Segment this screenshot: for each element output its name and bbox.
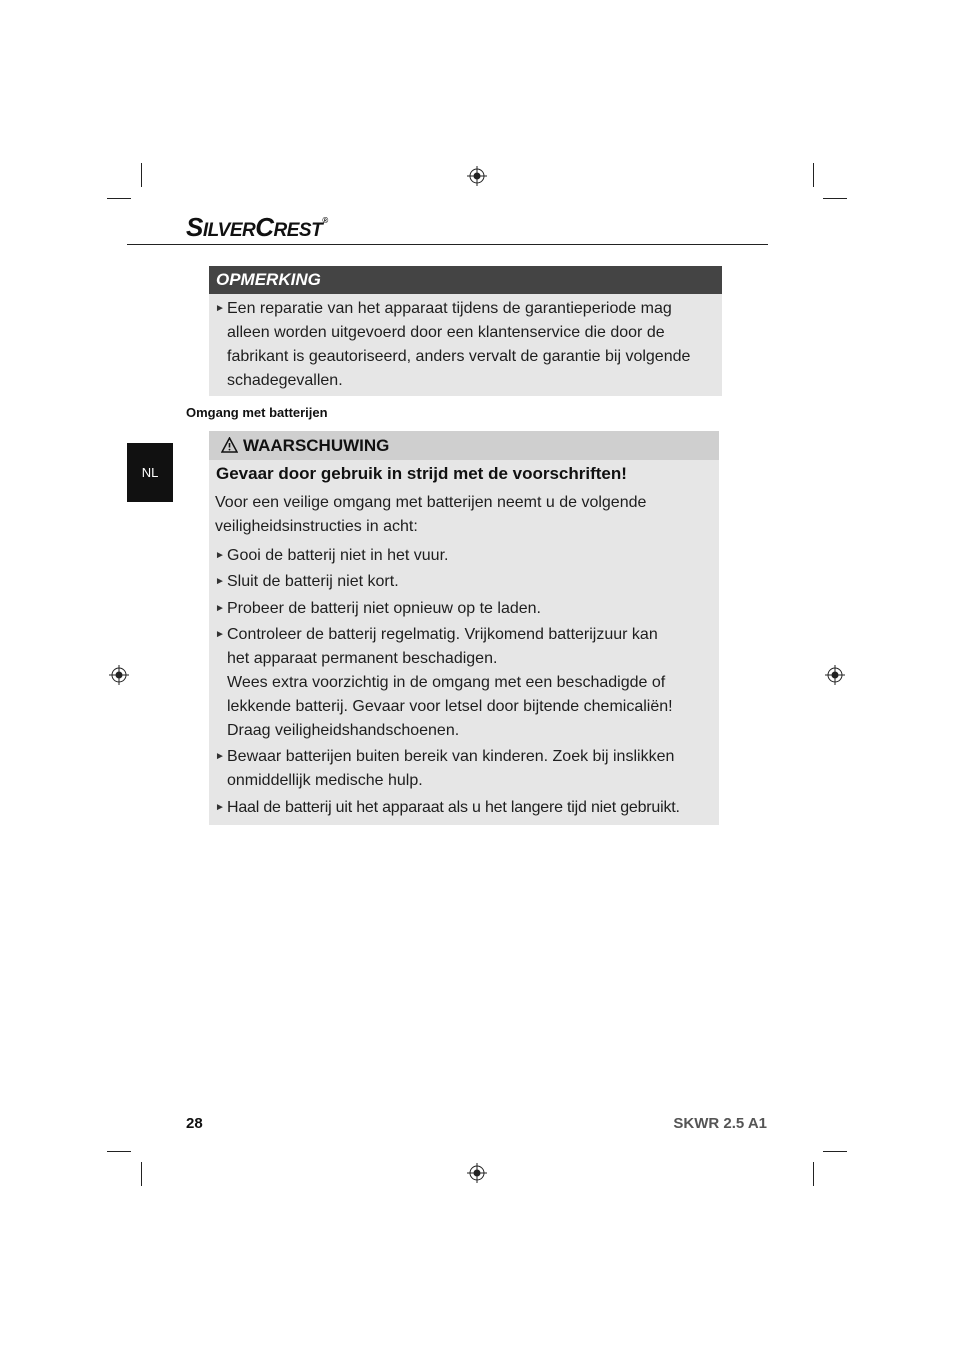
bullet-arrow-icon: ► xyxy=(215,603,225,614)
crop-mark xyxy=(141,163,142,187)
note-title: OPMERKING xyxy=(209,266,722,294)
warning-bullet: ► Haal de batterij uit het apparaat als u het langere tijd niet gebruikt. xyxy=(209,796,717,820)
bullet-arrow-icon: ► xyxy=(215,751,225,762)
warning-bullet: ► Sluit de batterij niet kort. xyxy=(209,570,399,594)
warning-title: WAARSCHUWING xyxy=(243,436,390,455)
warning-subtitle: Gevaar door gebruik in strijd met de voorschriften! xyxy=(216,464,627,483)
crop-mark xyxy=(107,1151,131,1152)
crop-mark xyxy=(107,198,131,199)
warning-header xyxy=(209,431,719,460)
warning-triangle-icon xyxy=(221,437,238,453)
section-title: Omgang met batterijen xyxy=(186,405,328,420)
bullet-arrow-icon: ► xyxy=(215,303,225,314)
note-box xyxy=(209,266,722,396)
registration-mark-icon xyxy=(109,665,129,685)
registration-mark-icon xyxy=(825,665,845,685)
bullet-arrow-icon: ► xyxy=(215,576,225,587)
header-divider xyxy=(127,244,768,245)
registration-mark-icon xyxy=(467,1163,487,1183)
crop-mark xyxy=(813,163,814,187)
bullet-arrow-icon: ► xyxy=(215,802,225,813)
page-number: 28 xyxy=(186,1115,203,1132)
crop-mark xyxy=(823,198,847,199)
language-tab: NL xyxy=(127,443,173,502)
bullet-arrow-icon: ► xyxy=(215,629,225,640)
warning-box xyxy=(209,431,719,825)
note-bullet: ► Een reparatie van het apparaat tijdens de garantieperiode mag alleen worden uitgevoerd door een klantenservice die door de fabrikant is geautoriseerd, anders vervalt de garantie bij volgende schadegevallen. xyxy=(209,297,722,393)
registration-mark-icon xyxy=(467,166,487,186)
model-number: SKWR 2.5 A1 xyxy=(673,1115,767,1132)
warning-bullet: ► Probeer de batterij niet opnieuw op te laden. xyxy=(209,597,541,621)
warning-bullet: ► Bewaar batterijen buiten bereik van kinderen. Zoek bij inslikken onmiddellijk medische hulp. xyxy=(209,745,713,793)
warning-bullet: ► Gooi de batterij niet in het vuur. xyxy=(209,544,448,568)
crop-mark xyxy=(141,1162,142,1186)
crop-mark xyxy=(823,1151,847,1152)
crop-mark xyxy=(813,1162,814,1186)
brand-logo: SILVERCREST® xyxy=(186,212,328,242)
warning-intro: Voor een veilige omgang met batterijen neemt u de volgende veiligheidsinstructies in acht: xyxy=(215,494,647,535)
bullet-arrow-icon: ► xyxy=(215,550,225,561)
warning-bullet: ► Controleer de batterij regelmatig. Vrijkomend batterijzuur kan het apparaat permanent beschadigen. Wees extra voorzichtig in de omgang met een beschadigde of lekkende batterij. Gevaar voor letsel door bijtende chemicaliën! Draag veiligheidshandschoenen. xyxy=(209,623,713,743)
